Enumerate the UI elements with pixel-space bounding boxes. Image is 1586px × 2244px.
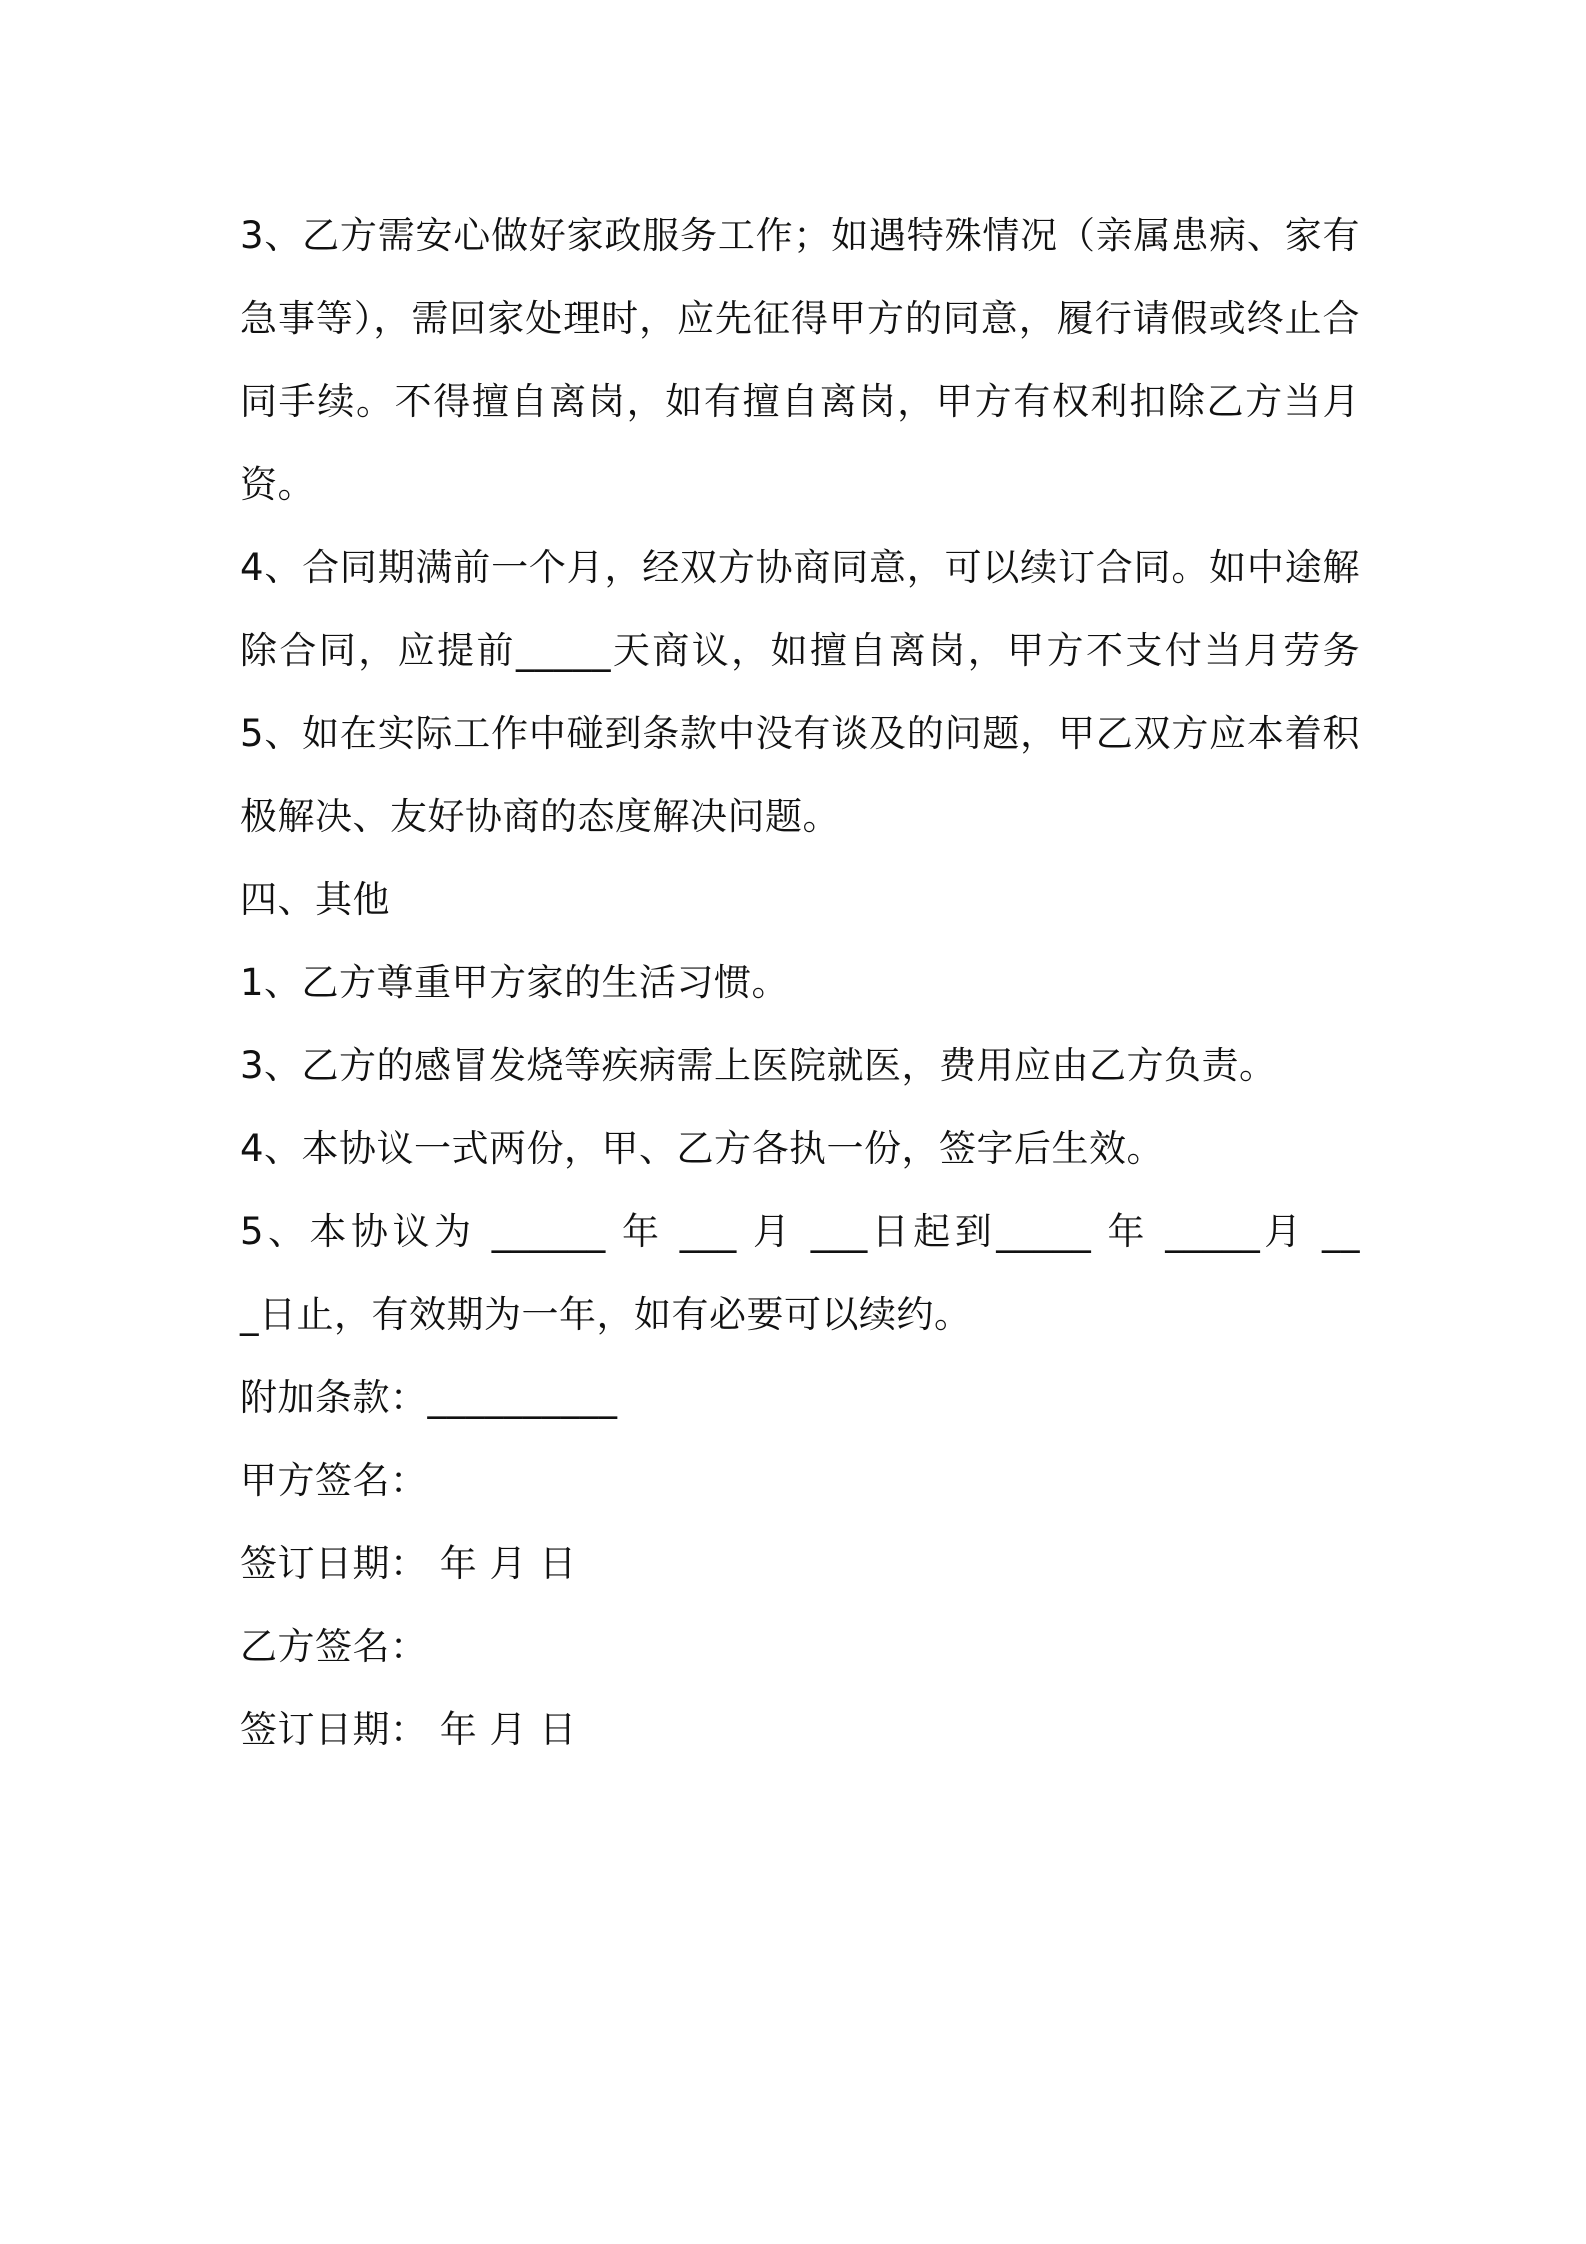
- text-line-7: 5、如在实际工作中碰到条款中没有谈及的问题，甲乙双方应本着积: [240, 712, 1360, 755]
- text-line-12: 4、本协议一式两份，甲、乙方各执一份，签字后生效。: [240, 1127, 1165, 1170]
- party-a-signature-line: 甲方签名：: [240, 1459, 428, 1502]
- text-line-6: 除合同，应提前_____天商议，如擅自离岗，甲方不支付当月劳务: [240, 629, 1360, 672]
- text-line-13: 5、本协议为 ______ 年 ___ 月 ___日起到_____ 年 _____月 __: [240, 1210, 1360, 1253]
- text-line-2: 急事等），需回家处理时，应先征得甲方的同意，履行请假或终止合: [240, 297, 1360, 340]
- text-line-10: 1、乙方尊重甲方家的生活习惯。: [240, 961, 790, 1004]
- document-body: [240, 194, 1360, 1771]
- text-line-4: 资。: [240, 463, 315, 506]
- text-line-5: 4、合同期满前一个月，经双方协商同意，可以续订合同。如中途解: [240, 546, 1360, 589]
- party-b-signature-line: 乙方签名：: [240, 1625, 428, 1668]
- text-line-11: 3、乙方的感冒发烧等疾病需上医院就医，费用应由乙方负责。: [240, 1044, 1277, 1087]
- party-a-date-line: 签订日期： 年 月 日: [240, 1542, 577, 1585]
- text-line-1: 3、乙方需安心做好家政服务工作；如遇特殊情况（亲属患病、家有: [240, 214, 1360, 257]
- text-line-14: _日止，有效期为一年，如有必要可以续约。: [240, 1293, 972, 1336]
- text-line-3: 同手续。不得擅自离岗，如有擅自离岗，甲方有权利扣除乙方当月: [240, 380, 1360, 423]
- text-line-8: 极解决、友好协商的态度解决问题。: [240, 795, 840, 838]
- section-heading-other: 四、其他: [240, 878, 390, 921]
- additional-terms-line: 附加条款：__________: [240, 1376, 618, 1419]
- party-b-date-line: 签订日期： 年 月 日: [240, 1708, 577, 1751]
